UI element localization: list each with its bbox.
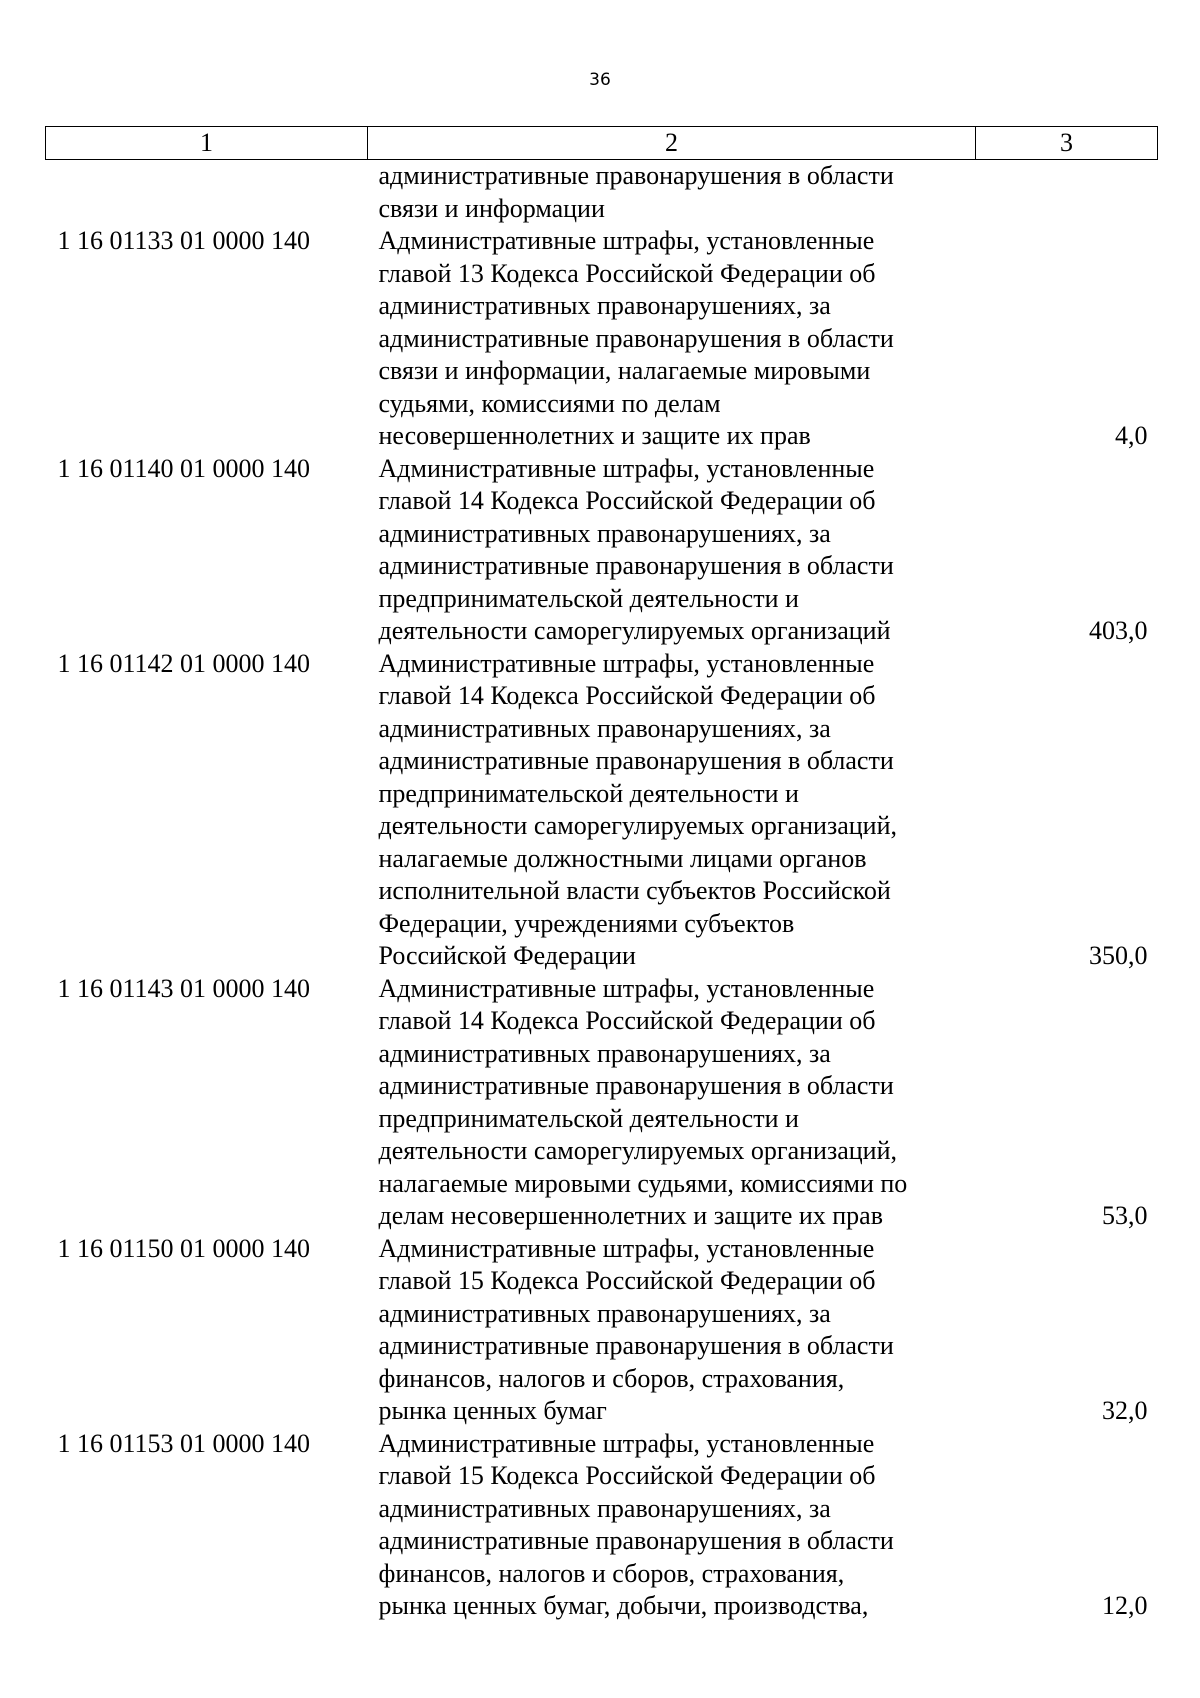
description-line: Административные штрафы, установленные	[378, 1233, 875, 1263]
description-line: административных правонарушениях, за	[378, 291, 831, 320]
description-line: Административные штрафы, установленные	[378, 648, 875, 678]
column-header-1: 1	[46, 127, 368, 160]
table-row	[46, 453, 1158, 648]
revenue-description	[368, 648, 976, 973]
table-row	[46, 160, 1158, 226]
table-row	[46, 225, 1158, 453]
description-line: судьями, комиссиями по делам	[378, 388, 721, 418]
description-line: финансов, налогов и сборов, страхования,	[378, 1363, 845, 1393]
description-line: административных правонарушениях, за	[378, 713, 831, 743]
description-line: административные правонарушения в области	[378, 551, 894, 580]
description-line: деятельности саморегулируемых организаций,	[378, 811, 898, 840]
description-line: предпринимательской деятельности и	[378, 778, 799, 808]
revenue-code: 1 16 01150 01 0000 140	[57, 1233, 311, 1263]
description-line: предпринимательской деятельности и	[378, 1103, 799, 1133]
revenue-amount: 350,0	[1089, 941, 1148, 970]
description-line: налагаемые должностными лицами органов	[378, 843, 867, 873]
description-line: административные правонарушения в области	[378, 1331, 894, 1360]
description-line: Административные штрафы, установленные	[378, 226, 875, 255]
revenue-amount: 4,0	[1115, 421, 1148, 450]
budget-table	[45, 126, 1158, 1623]
revenue-description	[368, 225, 976, 453]
revenue-description	[368, 453, 976, 648]
column-header-2: 2	[368, 127, 976, 160]
revenue-amount: 12,0	[1102, 1591, 1148, 1620]
description-line: исполнительной власти субъектов Российской	[378, 876, 891, 905]
revenue-code: 1 16 01140 01 0000 140	[57, 453, 311, 483]
revenue-code: 1 16 01153 01 0000 140	[57, 1428, 311, 1458]
description-line: связи и информации, налагаемые мировыми	[378, 356, 871, 385]
description-line: Федерации, учреждениями субъектов	[378, 908, 795, 938]
description-line: Административные штрафы, установленные	[378, 453, 875, 483]
revenue-description	[368, 973, 976, 1233]
description-line: административные правонарушения в области	[378, 161, 894, 190]
description-line: главой 13 Кодекса Российской Федерации об	[378, 258, 876, 288]
description-line: главой 14 Кодекса Российской Федерации об	[378, 486, 876, 515]
revenue-code	[46, 160, 368, 226]
revenue-description	[368, 160, 976, 226]
description-line: Административные штрафы, установленные	[378, 973, 875, 1003]
description-line: главой 14 Кодекса Российской Федерации об	[378, 681, 876, 710]
revenue-amount: 32,0	[1102, 1396, 1148, 1425]
description-line: делам несовершеннолетних и защите их прав	[378, 1201, 883, 1230]
description-line: связи и информации	[378, 193, 605, 223]
description-line: административных правонарушениях, за	[378, 1298, 831, 1328]
description-line: рынка ценных бумаг	[378, 1396, 607, 1425]
description-line: административные правонарушения в области	[378, 1526, 894, 1555]
description-line: главой 14 Кодекса Российской Федерации об	[378, 1006, 876, 1035]
description-line: административных правонарушениях, за	[378, 518, 831, 548]
revenue-description	[368, 1233, 976, 1428]
table-body	[46, 160, 1158, 1623]
description-line: административные правонарушения в области	[378, 746, 894, 775]
column-header-3: 3	[976, 127, 1158, 160]
page-number: 36	[589, 70, 611, 90]
revenue-amount	[976, 160, 1158, 226]
table-header-row	[46, 127, 1158, 160]
table-row	[46, 973, 1158, 1233]
description-line: административные правонарушения в области	[378, 1071, 894, 1100]
description-line: несовершеннолетних и защите их прав	[378, 421, 811, 450]
description-line: главой 15 Кодекса Российской Федерации об	[378, 1266, 876, 1295]
description-line: административных правонарушениях, за	[378, 1038, 831, 1068]
revenue-amount: 403,0	[1089, 616, 1148, 645]
description-line: рынка ценных бумаг, добычи, производства,	[378, 1591, 869, 1620]
table-row	[46, 648, 1158, 973]
table-row	[46, 1428, 1158, 1623]
description-line: предпринимательской деятельности и	[378, 583, 799, 613]
description-line: деятельности саморегулируемых организаций	[378, 616, 891, 645]
description-line: административные правонарушения в области	[378, 323, 894, 353]
revenue-amount: 53,0	[1102, 1201, 1148, 1230]
description-line: финансов, налогов и сборов, страхования,	[378, 1558, 845, 1588]
revenue-code: 1 16 01143 01 0000 140	[57, 973, 311, 1003]
description-line: Административные штрафы, установленные	[378, 1428, 875, 1458]
revenue-code: 1 16 01133 01 0000 140	[57, 226, 311, 255]
revenue-code: 1 16 01142 01 0000 140	[57, 648, 311, 678]
description-line: главой 15 Кодекса Российской Федерации об	[378, 1461, 876, 1490]
revenue-description	[368, 1428, 976, 1623]
description-line: Российской Федерации	[378, 941, 636, 970]
description-line: административных правонарушениях, за	[378, 1493, 831, 1523]
description-line: деятельности саморегулируемых организаций,	[378, 1136, 898, 1165]
table-row	[46, 1233, 1158, 1428]
description-line: налагаемые мировыми судьями, комиссиями по	[378, 1168, 908, 1198]
